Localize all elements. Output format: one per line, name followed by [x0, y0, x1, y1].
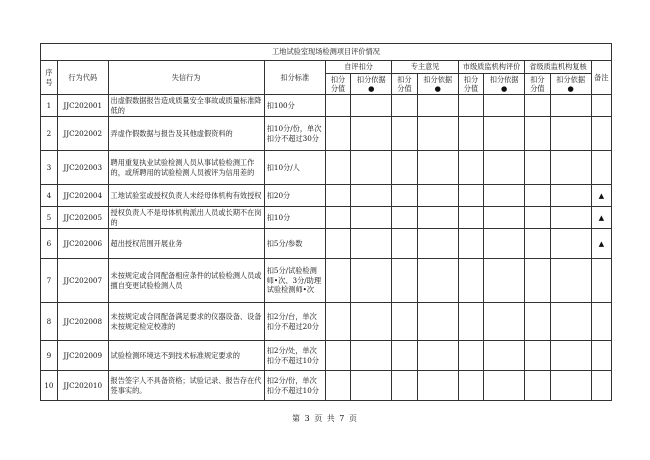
evaluation-cell[interactable]	[325, 207, 350, 229]
table-row	[41, 371, 612, 401]
evaluation-cell[interactable]	[325, 229, 350, 259]
evaluation-cell[interactable]	[417, 371, 458, 401]
row-remark: ▲	[591, 229, 611, 259]
evaluation-cell[interactable]	[458, 341, 483, 371]
evaluation-cell[interactable]	[417, 229, 458, 259]
evaluation-cell[interactable]	[484, 185, 525, 207]
row-code: JJC202004	[57, 185, 108, 207]
evaluation-cell[interactable]	[351, 371, 392, 401]
row-code: JJC202009	[57, 341, 108, 371]
row-seq: 9	[41, 341, 58, 371]
row-standard: 扣10分/份，单次扣分不超过30分	[264, 117, 325, 151]
evaluation-cell[interactable]	[392, 117, 417, 151]
evaluation-cell[interactable]	[351, 207, 392, 229]
row-behavior: 未按规定或合同配备相应条件的试验检测人员或擅自变更试验检测人员	[108, 259, 264, 303]
header-group-expert: 专主意见	[392, 61, 458, 74]
table-row	[41, 229, 612, 259]
evaluation-cell[interactable]	[550, 207, 591, 229]
table-row	[41, 151, 612, 185]
row-code: JJC202007	[57, 259, 108, 303]
table-row	[41, 207, 612, 229]
evaluation-cell[interactable]	[484, 303, 525, 341]
evaluation-cell[interactable]	[484, 117, 525, 151]
evaluation-cell[interactable]	[525, 151, 550, 185]
header-basis-label: 扣分依据	[423, 74, 453, 84]
row-remark	[591, 95, 611, 117]
header-score-0: 扣分分值	[325, 74, 350, 95]
row-remark	[591, 151, 611, 185]
row-behavior: 超出授权范围开展业务	[108, 229, 264, 259]
row-seq: 10	[41, 371, 58, 401]
evaluation-cell[interactable]	[525, 229, 550, 259]
evaluation-cell[interactable]	[351, 303, 392, 341]
row-standard: 扣10分/人	[264, 151, 325, 185]
evaluation-cell[interactable]	[484, 207, 525, 229]
row-code: JJC202001	[57, 95, 108, 117]
header-group-city: 市级质监机构评价	[458, 61, 524, 74]
evaluation-cell[interactable]	[351, 341, 392, 371]
row-behavior: 弄虚作假数据与报告及其他虚假资料的	[108, 117, 264, 151]
row-behavior: 聘用重复执业试验检测人员从事试验检测工作的，或所聘用的试验检测人员被评为信用差的	[108, 151, 264, 185]
evaluation-cell[interactable]	[458, 371, 483, 401]
table-row	[41, 95, 612, 117]
row-behavior: 试验检测环境达不到技术标准规定要求的	[108, 341, 264, 371]
evaluation-cell[interactable]	[458, 229, 483, 259]
evaluation-cell[interactable]	[351, 229, 392, 259]
evaluation-cell[interactable]	[525, 303, 550, 341]
header-basis-1	[417, 74, 458, 95]
header-basis-label: 扣分依据	[556, 74, 586, 84]
table-row	[41, 117, 612, 151]
evaluation-cell[interactable]	[392, 229, 417, 259]
evaluation-cell[interactable]	[484, 151, 525, 185]
header-basis-mark: ●	[501, 84, 508, 93]
evaluation-cell[interactable]	[525, 207, 550, 229]
table-row	[41, 341, 612, 371]
row-behavior: 报告签字人不具备资格；试验记录、报告存在代签事实的。	[108, 371, 264, 401]
evaluation-cell[interactable]	[325, 117, 350, 151]
header-basis-mark: ●	[567, 84, 574, 93]
row-seq: 4	[41, 185, 58, 207]
evaluation-cell[interactable]	[351, 185, 392, 207]
header-standard: 扣分标准	[264, 61, 325, 95]
evaluation-cell[interactable]	[392, 303, 417, 341]
evaluation-cell[interactable]	[351, 259, 392, 303]
evaluation-cell[interactable]	[417, 259, 458, 303]
row-standard: 扣100分	[264, 95, 325, 117]
header-basis-label: 扣分依据	[489, 74, 519, 84]
evaluation-cell[interactable]	[392, 341, 417, 371]
evaluation-cell[interactable]	[392, 371, 417, 401]
evaluation-cell[interactable]	[325, 371, 350, 401]
evaluation-cell[interactable]	[458, 259, 483, 303]
row-seq: 3	[41, 151, 58, 185]
row-code: JJC202005	[57, 207, 108, 229]
row-seq: 8	[41, 303, 58, 341]
header-group-province: 省级质监机构复核	[525, 61, 591, 74]
header-basis-3	[550, 74, 591, 95]
row-code: JJC202002	[57, 117, 108, 151]
evaluation-cell[interactable]	[525, 117, 550, 151]
evaluation-cell[interactable]	[484, 95, 525, 117]
row-behavior: 工地试验室或授权负责人未经母体机构有效授权	[108, 185, 264, 207]
header-code: 行为代码	[57, 61, 108, 95]
evaluation-cell[interactable]	[392, 259, 417, 303]
row-standard: 扣20分	[264, 185, 325, 207]
evaluation-cell[interactable]	[325, 341, 350, 371]
evaluation-cell[interactable]	[484, 229, 525, 259]
row-seq: 2	[41, 117, 58, 151]
row-code: JJC202006	[57, 229, 108, 259]
evaluation-cell[interactable]	[417, 117, 458, 151]
evaluation-cell[interactable]	[392, 185, 417, 207]
header-basis-label: 扣分依据	[356, 74, 386, 84]
evaluation-cell[interactable]	[351, 95, 392, 117]
table-row	[41, 259, 612, 303]
row-standard: 扣2分/处，单次扣分不超过10分	[264, 341, 325, 371]
row-code: JJC202010	[57, 371, 108, 401]
evaluation-cell[interactable]	[325, 151, 350, 185]
table-row	[41, 303, 612, 341]
evaluation-cell[interactable]	[325, 259, 350, 303]
evaluation-cell[interactable]	[458, 207, 483, 229]
evaluation-cell[interactable]	[550, 303, 591, 341]
row-seq: 6	[41, 229, 58, 259]
evaluation-cell[interactable]	[417, 341, 458, 371]
evaluation-cell[interactable]	[458, 117, 483, 151]
evaluation-cell[interactable]	[525, 259, 550, 303]
evaluation-cell[interactable]	[550, 151, 591, 185]
evaluation-cell[interactable]	[392, 95, 417, 117]
row-remark	[591, 117, 611, 151]
row-seq: 7	[41, 259, 58, 303]
header-remark: 备注	[591, 61, 611, 95]
evaluation-cell[interactable]	[458, 185, 483, 207]
table-row	[41, 185, 612, 207]
evaluation-cell[interactable]	[417, 207, 458, 229]
evaluation-cell[interactable]	[484, 259, 525, 303]
header-score-2: 扣分分值	[458, 74, 483, 95]
row-remark	[591, 303, 611, 341]
evaluation-table	[40, 43, 612, 401]
evaluation-cell[interactable]	[550, 341, 591, 371]
row-behavior: 未按规定或合同配备满足要求的仪器设备、设备未按规定检定校准的	[108, 303, 264, 341]
row-remark	[591, 259, 611, 303]
evaluation-cell[interactable]	[392, 151, 417, 185]
evaluation-cell[interactable]	[525, 95, 550, 117]
page-footer: 第 3 页 共 7 页	[292, 414, 358, 423]
evaluation-cell[interactable]	[325, 95, 350, 117]
row-standard: 扣5分/试验检测师•次、3分/助理试验检测师•次	[264, 259, 325, 303]
evaluation-cell[interactable]	[550, 95, 591, 117]
row-standard: 扣5分/参数	[264, 229, 325, 259]
evaluation-cell[interactable]	[525, 341, 550, 371]
table-title: 工地试验室现场检测项目评价情况	[41, 44, 612, 61]
evaluation-cell[interactable]	[484, 371, 525, 401]
header-group-self: 自评扣分	[325, 61, 391, 74]
evaluation-cell[interactable]	[550, 371, 591, 401]
evaluation-cell[interactable]	[417, 151, 458, 185]
header-seq: 序号	[41, 61, 58, 95]
evaluation-cell[interactable]	[351, 151, 392, 185]
header-score-3: 扣分分值	[525, 74, 550, 95]
evaluation-cell[interactable]	[325, 303, 350, 341]
row-remark	[591, 341, 611, 371]
header-basis-0	[351, 74, 392, 95]
evaluation-cell[interactable]	[550, 259, 591, 303]
evaluation-cell[interactable]	[550, 117, 591, 151]
row-remark	[591, 371, 611, 401]
evaluation-cell[interactable]	[417, 95, 458, 117]
evaluation-cell[interactable]	[392, 207, 417, 229]
row-code: JJC202008	[57, 303, 108, 341]
header-basis-2	[484, 74, 525, 95]
header-basis-mark: ●	[368, 84, 375, 93]
evaluation-cell[interactable]	[458, 95, 483, 117]
evaluation-cell[interactable]	[351, 117, 392, 151]
header-behavior: 失信行为	[108, 61, 264, 95]
row-remark: ▲	[591, 207, 611, 229]
row-behavior: 出虚假数据报告造成质量安全事故或质量标准降低的	[108, 95, 264, 117]
evaluation-cell[interactable]	[325, 185, 350, 207]
row-standard: 扣10分	[264, 207, 325, 229]
row-seq: 5	[41, 207, 58, 229]
header-basis-mark: ●	[434, 84, 441, 93]
header-score-1: 扣分分值	[392, 74, 417, 95]
evaluation-cell[interactable]	[417, 303, 458, 341]
evaluation-cell[interactable]	[550, 229, 591, 259]
row-behavior: 授权负责人不是母体机构派出人员或长期不在岗的	[108, 207, 264, 229]
row-remark: ▲	[591, 185, 611, 207]
evaluation-cell[interactable]	[550, 185, 591, 207]
row-code: JJC202003	[57, 151, 108, 185]
evaluation-cell[interactable]	[458, 151, 483, 185]
evaluation-cell[interactable]	[458, 303, 483, 341]
row-standard: 扣2分/份，单次扣分不超过10分	[264, 371, 325, 401]
evaluation-cell[interactable]	[484, 341, 525, 371]
evaluation-cell[interactable]	[525, 185, 550, 207]
row-seq: 1	[41, 95, 58, 117]
row-standard: 扣2分/台，单次扣分不超过20分	[264, 303, 325, 341]
evaluation-cell[interactable]	[525, 371, 550, 401]
evaluation-cell[interactable]	[417, 185, 458, 207]
